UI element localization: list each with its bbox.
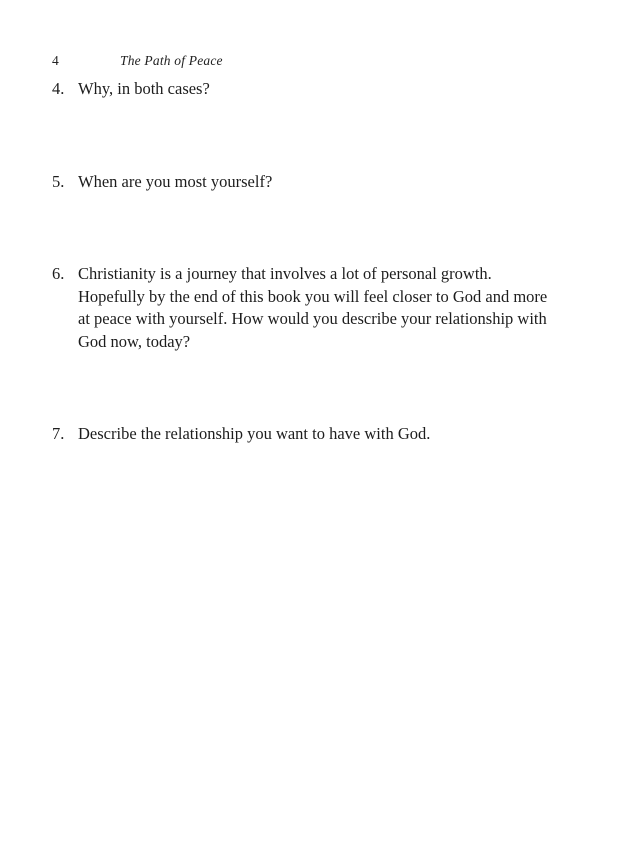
running-title: The Path of Peace [120,53,223,68]
question-number: 7. [52,424,65,443]
question-item [52,171,558,194]
page-number: 4 [52,53,59,68]
question-text: Describe the relationship you want to have with God. [78,424,431,443]
question-number: 5. [52,171,65,191]
question-text: Christianity is a journey that involves a lot of personal growth. Hopefully by the end of this book you will feel closer to God and more at peace with yourself. How would you describe your relationship with God now, today? [78,264,548,351]
question-list [52,78,558,446]
question-text: When are you most yourself? [78,171,273,191]
question-item [52,263,558,353]
question-number: 6. [52,264,65,283]
running-header [52,52,558,70]
question-text: Why, in both cases? [78,79,210,98]
question-item [52,78,558,101]
question-number: 4. [52,79,65,98]
question-item [52,423,558,446]
